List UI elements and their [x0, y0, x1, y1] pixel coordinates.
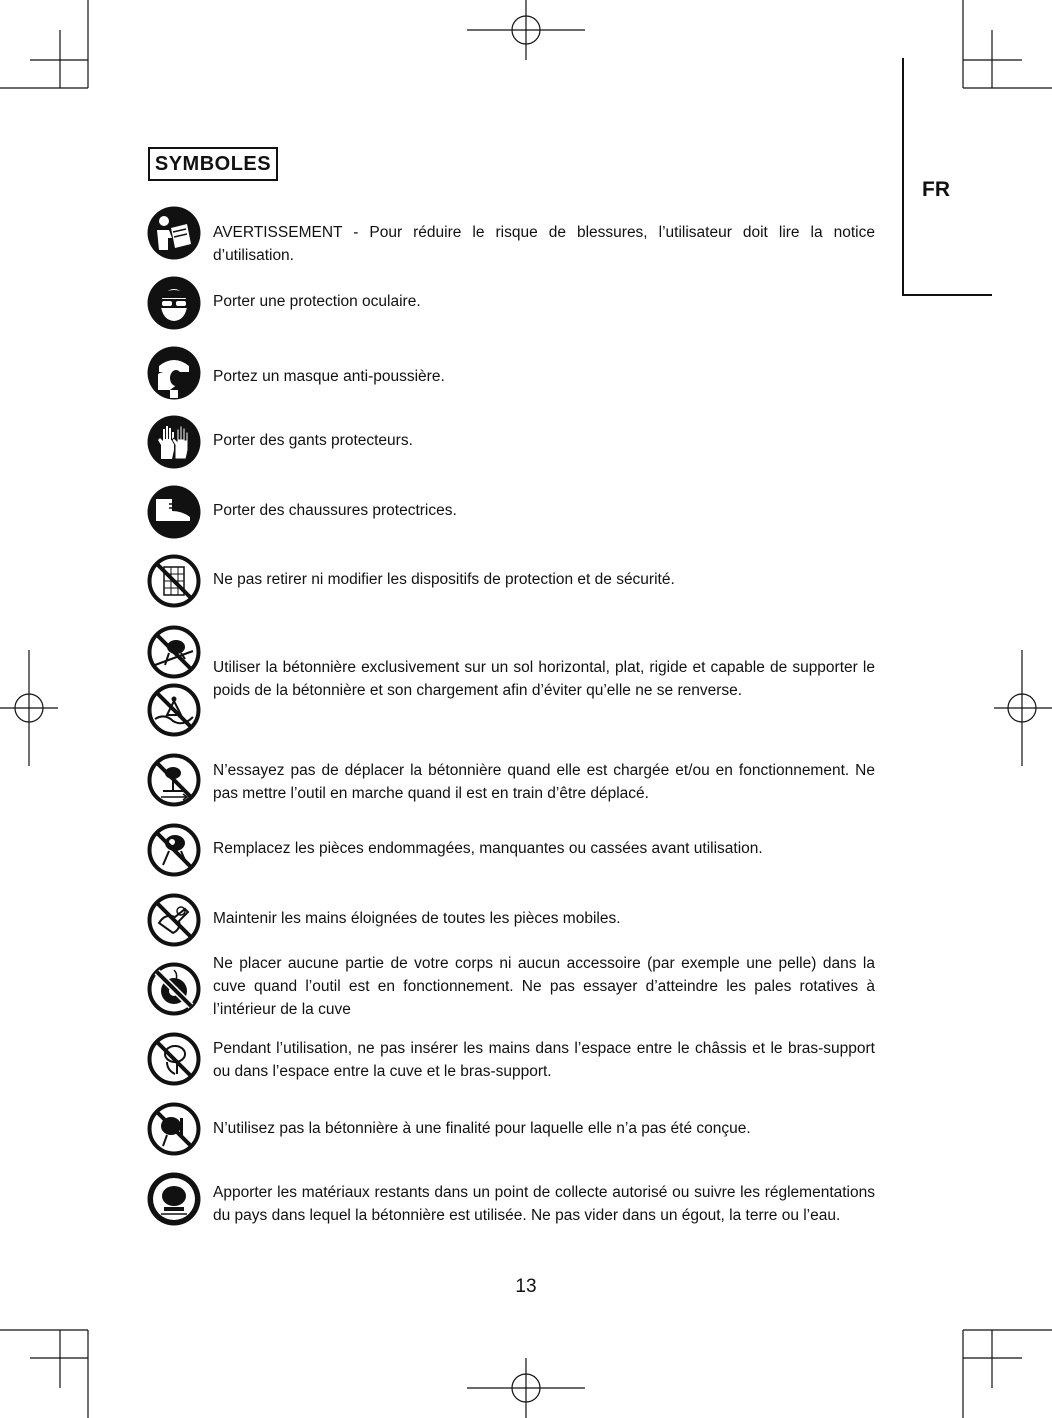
- no-improper-use-icon: [147, 1102, 201, 1156]
- no-uneven-ground-icon: [147, 683, 201, 737]
- symbol-description: Portez un masque anti-poussière.: [213, 368, 445, 385]
- section-title: [148, 147, 278, 181]
- no-slope-icon: [147, 625, 201, 679]
- symbol-description: Utiliser la bétonnière exclusivement sur un sol horizontal, plat, rigide et capable de supporter le poids de la bétonnière et son chargement afin d’éviter qu’elle ne se renverse.: [213, 659, 875, 699]
- no-hands-between-frame-icon: [147, 1032, 201, 1086]
- no-damaged-parts-icon: [147, 823, 201, 877]
- section-title-text: SYMBOLES: [154, 152, 272, 175]
- gloves-icon: [147, 415, 201, 469]
- read-manual-icon: [147, 206, 201, 260]
- symbol-description: Apporter les matériaux restants dans un point de collecte autorisé ou suivre les réglementations du pays dans lequel la bétonnière est utilisée. Ne pas vider dans un égout, la terre ou l’eau.: [213, 1184, 875, 1224]
- no-removing-guards-icon: [147, 554, 201, 608]
- eye-protection-icon: [147, 276, 201, 330]
- symbol-description: Remplacez les pièces endommagées, manquantes ou cassées avant utilisation.: [213, 840, 763, 857]
- symbol-description: Porter des gants protecteurs.: [213, 432, 413, 449]
- no-reaching-into-drum-icon: [147, 962, 201, 1016]
- symbol-description: Porter des chaussures protectrices.: [213, 502, 457, 519]
- safety-shoes-icon: [147, 485, 201, 539]
- page-number: 13: [515, 1276, 537, 1297]
- symbol-description: Ne pas retirer ni modifier les dispositifs de protection et de sécurité.: [213, 571, 675, 588]
- symbol-description: Pendant l’utilisation, ne pas insérer les mains dans l’espace entre le châssis et le bras-support ou dans l’espace entre la cuve et le bras-support.: [213, 1040, 875, 1080]
- no-hands-moving-parts-icon: [147, 893, 201, 947]
- no-moving-loaded-mixer-icon: [147, 753, 201, 807]
- language-tab: [902, 58, 992, 296]
- symbol-description: Ne placer aucune partie de votre corps ni aucun accessoire (par exemple une pelle) dans la cuve quand l’outil est en fonctionnement. Ne pas essayer d’atteindre les pales rotatives à l’intérieur de la cuve: [213, 955, 875, 1018]
- dust-mask-icon: [147, 346, 201, 400]
- symbol-description: N’essayez pas de déplacer la bétonnière quand elle est chargée et/ou en fonctionnement. Ne pas mettre l’outil en marche quand il est en train d’être déplacé.: [213, 762, 875, 802]
- disposal-icon: [147, 1172, 201, 1226]
- symbol-description: AVERTISSEMENT - Pour réduire le risque de blessures, l’utilisateur doit lire la notice d’utilisation.: [213, 224, 875, 264]
- symbol-description: Maintenir les mains éloignées de toutes les pièces mobiles.: [213, 910, 621, 927]
- language-label: FR: [922, 178, 950, 201]
- symbol-description: N’utilisez pas la bétonnière à une finalité pour laquelle elle n’a pas été conçue.: [213, 1120, 751, 1137]
- symbol-description: Porter une protection oculaire.: [213, 293, 421, 310]
